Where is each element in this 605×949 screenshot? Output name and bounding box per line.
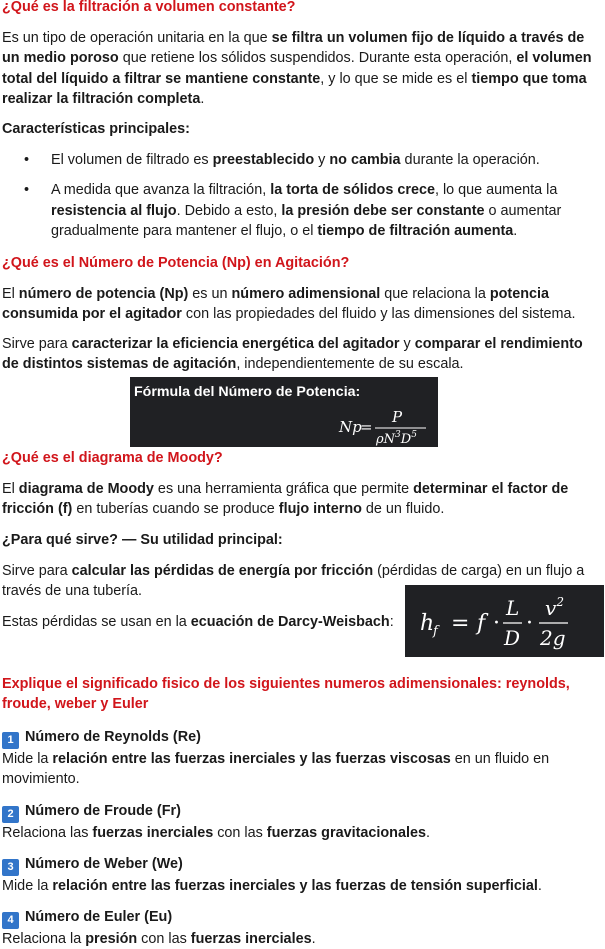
den-d: D (400, 432, 412, 447)
bold-text-run: fuerzas inerciales (190, 931, 312, 947)
heading-main-characteristics: Características principales: (2, 121, 190, 137)
list-item-text (51, 152, 540, 168)
item-name: Número de Euler (Eu) (25, 909, 173, 925)
bold-text-run: flujo interno (278, 501, 362, 518)
bold-text-run: se filtra un volumen fijo de líquido a través de un medio poroso (2, 30, 585, 67)
text-run: y (399, 336, 415, 352)
item-heading (2, 907, 602, 929)
bold-text-run: la presión debe ser constante (281, 202, 485, 219)
number-badge: 4 (2, 912, 19, 929)
text-run: de un fluido. (361, 501, 445, 518)
formula-dot-1: · (493, 611, 500, 636)
formula-num-l: L (506, 596, 520, 620)
item-name: Número de Reynolds (Re) (25, 729, 201, 745)
paragraph-power-number-definition (2, 284, 602, 325)
bold-text-run: tiempo de filtración aumenta (317, 222, 514, 239)
text-run: que retiene los sólidos suspendidos. Durante esta operación, (118, 50, 517, 67)
text-run: con las (137, 931, 191, 947)
list-item (0, 180, 600, 241)
bold-text-run: determinar el factor de fricción (f) (2, 481, 569, 518)
item-description (2, 749, 602, 790)
darcy-weisbach-formula-image (405, 585, 604, 657)
formula-equals: = (451, 611, 470, 636)
text-run: . Debido a esto, (176, 202, 282, 219)
num-v-exp: 2 (556, 595, 564, 609)
text-run: es un (188, 286, 232, 302)
item-heading (2, 854, 602, 876)
title-power-number: ¿Qué es el Número de Potencia (Np) en Agitación? (2, 255, 350, 271)
bold-text-run: fuerzas inerciales (92, 825, 214, 841)
item-name: Número de Froude (Fr) (25, 803, 181, 819)
text-run: con las (213, 825, 267, 841)
formula-den-2g: 2g (540, 626, 566, 650)
text-run: Relaciona las (2, 825, 93, 841)
bold-text-run: presión (85, 931, 138, 947)
text-run: y (314, 152, 330, 168)
item-description (2, 876, 602, 896)
text-run: durante la operación. (400, 152, 540, 168)
number-badge: 2 (2, 806, 19, 823)
bold-text-run: comparar el rendimiento de distintos sistemas de agitación (2, 336, 583, 373)
text-run: . (200, 90, 205, 107)
text-run: Relaciona la (2, 931, 86, 947)
item-description (2, 929, 602, 949)
bold-text-run: no cambia (329, 152, 401, 168)
bullet-mark: • (24, 152, 30, 168)
paragraph-moody-definition (2, 479, 602, 520)
bold-text-run: resistencia al flujo (51, 202, 177, 219)
formula-title: Fórmula del Número de Potencia: (134, 384, 361, 400)
bold-text-run: número adimensional (231, 286, 381, 302)
text-run: , y lo que se mide es el (320, 70, 472, 87)
power-number-formula-image (130, 377, 438, 447)
text-run: : (389, 614, 394, 630)
heading-moody-utility: ¿Para qué sirve? — Su utilidad principal: (2, 532, 283, 548)
bold-text-run: número de potencia (Np) (18, 286, 189, 302)
text-run: Mide la (2, 878, 53, 894)
list-item-text (51, 182, 561, 239)
dimensionless-item-euler (2, 907, 602, 949)
den-n-exp: 3 (395, 430, 401, 440)
formula-lhs: Np (339, 418, 362, 436)
num-v: v (545, 596, 557, 620)
text-run: en tuberías cuando se produce (72, 501, 279, 518)
formula-dot-2: · (526, 611, 533, 636)
formula-den-d: D (504, 626, 521, 650)
text-run: El volumen de filtrado es (51, 152, 213, 168)
text-run: es una herramienta gráfica que permite (153, 481, 414, 497)
title-constant-volume-filtration: ¿Qué es la filtración a volumen constante? (2, 0, 296, 15)
list-item (0, 150, 600, 170)
bold-text-run: relación entre las fuerzas inerciales y las fuerzas viscosas (52, 751, 451, 767)
den-n: N (383, 432, 396, 447)
dimensionless-item-weber (2, 854, 602, 896)
bold-text-run: potencia consumida por el agitador (2, 286, 550, 323)
text-run: El (2, 286, 19, 302)
text-run: Es un tipo de operación unitaria en la que (2, 30, 272, 46)
power-number-formula (130, 377, 438, 447)
bold-text-run: tiempo que toma realizar la filtración completa (2, 70, 587, 107)
text-run: o aumentar gradualmente para mantener el flujo, o el (51, 202, 562, 239)
dimensionless-item-reynolds (2, 727, 602, 790)
bold-text-run: calcular las pérdidas de energía por fricción (71, 563, 374, 579)
text-run: que relaciona la (380, 286, 490, 302)
item-description (2, 823, 602, 843)
paragraph-power-number-use (2, 334, 602, 375)
bold-text-run: preestablecido (212, 152, 315, 168)
bold-text-run: caracterizar la eficiencia energética del agitador (71, 336, 400, 352)
text-run: Sirve para (2, 563, 72, 579)
number-badge: 3 (2, 859, 19, 876)
formula-equals: = (360, 418, 373, 436)
text-run: con las propiedades del fluido y las dimensiones del sistema. (181, 306, 576, 323)
text-run: , lo que aumenta la (434, 182, 558, 199)
text-run: . (425, 825, 430, 841)
bold-text-run: fuerzas gravitacionales (266, 825, 426, 841)
text-run: (pérdidas de carga) en un flujo a través de una tubería. (2, 563, 585, 600)
text-run: Mide la (2, 751, 53, 767)
title-dimensionless-numbers: Explique el significado fisico de los siguientes numeros adimensionales: reynolds, froude, weber y Euler (2, 676, 570, 713)
formula-h-sub: f (433, 624, 438, 639)
text-run: , independientemente de su escala. (236, 356, 464, 373)
text-run: Estas pérdidas se usan en la (2, 614, 191, 630)
darcy-weisbach-formula (405, 585, 604, 657)
formula-denominator (375, 430, 417, 447)
item-name: Número de Weber (We) (25, 856, 183, 872)
bold-text-run: ecuación de Darcy-Weisbach (190, 614, 390, 630)
number-badge: 1 (2, 732, 19, 749)
formula-h: h (420, 611, 435, 636)
formula-numerator: P (392, 408, 403, 426)
title-moody-diagram: ¿Qué es el diagrama de Moody? (2, 450, 223, 466)
item-heading (2, 801, 602, 823)
bullet-mark: • (24, 182, 30, 199)
bold-text-run: la torta de sólidos crece (270, 182, 435, 199)
characteristics-list (0, 150, 600, 241)
text-run: en un fluido en movimiento. (2, 751, 550, 788)
text-run: . (513, 222, 518, 239)
formula-f: f (477, 611, 486, 636)
text-run: El (2, 481, 19, 497)
text-run: . (537, 878, 542, 894)
bold-text-run: relación entre las fuerzas inerciales y las fuerzas de tensión superficial (52, 878, 538, 894)
paragraph-darcy-weisbach (2, 612, 402, 632)
text-run: . (311, 931, 316, 947)
text-run: Sirve para (2, 336, 72, 352)
item-heading (2, 727, 602, 749)
formula-num-v (545, 595, 564, 620)
den-d-exp: 5 (411, 430, 417, 440)
bold-text-run: el volumen total del líquido a filtrar se mantiene constante (2, 50, 592, 87)
dimensionless-item-froude (2, 801, 602, 843)
paragraph-filtration-definition (2, 28, 602, 109)
den-rho: ρ (376, 432, 384, 447)
bold-text-run: diagrama de Moody (18, 481, 154, 497)
text-run: A medida que avanza la filtración, (51, 182, 271, 199)
